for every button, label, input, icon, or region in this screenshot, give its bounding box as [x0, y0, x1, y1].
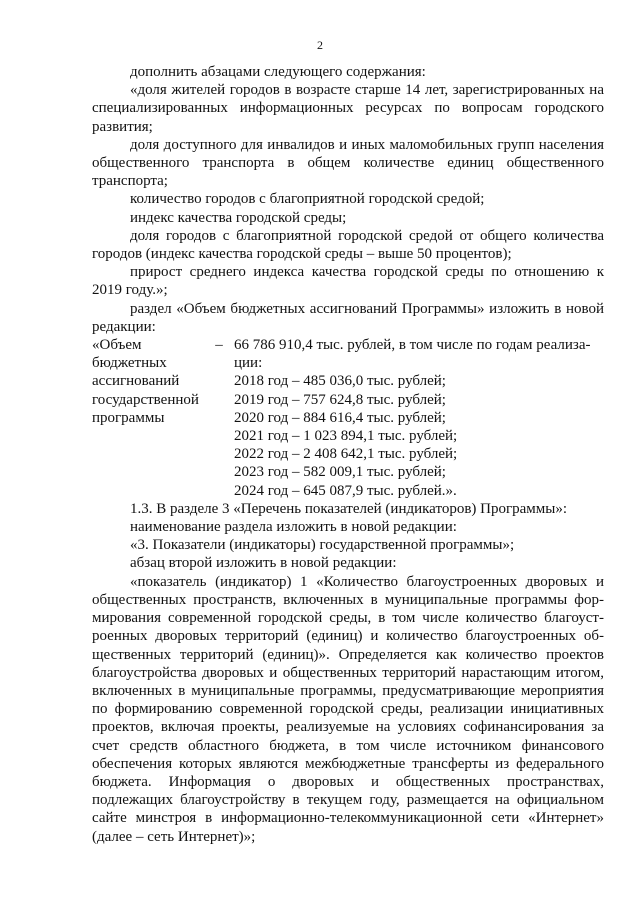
paragraph: индекс качества городской среды;	[130, 209, 347, 226]
paragraph: прирост среднего индекса качества городской среды по отношению к 2019 году.»;	[92, 264, 604, 299]
paragraph: «3. Показатели (индикаторы) государственной программы»;	[130, 537, 515, 554]
budget-year-row: 2021 год – 1 023 894,1 тыс. рублей;	[234, 428, 458, 445]
paragraph: дополнить абзацами следующего содержания:	[130, 64, 426, 80]
budget-label-line: «Объем	[92, 337, 142, 354]
budget-label-line: бюджетных	[92, 355, 167, 372]
budget-label-line: государственной	[92, 391, 199, 408]
paragraph: наименование раздела изложить в новой редакции:	[130, 519, 457, 536]
budget-label-line: ассигнований	[92, 373, 180, 390]
paragraph: раздел «Объем бюджетных ассигнований Программы» изложить в новой редакции:	[92, 300, 604, 335]
paragraph: доля городов с благоприятной городской средой от общего количества городов (индекс качества городской среды – выше 50 процентов);	[92, 227, 604, 263]
document-body	[92, 63, 604, 846]
budget-year-row: 2023 год – 582 009,1 тыс. рублей;	[234, 464, 446, 481]
page-number: 2	[317, 38, 323, 52]
budget-year-row: 2018 год – 485 036,0 тыс. рублей;	[234, 373, 446, 390]
budget-year-row: 2020 год – 884 616,4 тыс. рублей;	[234, 409, 446, 426]
budget-total-continued: ции:	[234, 355, 263, 372]
paragraph: 1.3. В разделе 3 «Перечень показателей (индикаторов) Программы»:	[130, 500, 568, 517]
budget-table	[92, 336, 604, 500]
paragraph: «показатель (индикатор) 1 «Количество благоустроенных дворовых и общественных пространств, включенных в муниципальные программы формирования современной городской среды, в том числе количество благоустроенных дворовых территорий (единиц) и количество благоустроенных общественных территорий (единиц)». Определяется как количество проектов благоустройства дворовых и общественных территорий нарастающим итогом, включенных в муниципальные программы, предусматривающие мероприятия по формированию современной городской среды, реализации инициативных проектов, включая проекты, реализуемые на условиях софинансирования за счет средств областного бюджета, в том числе источником финансового обеспечения которых являются межбюджетные трансферты из федерального бюджета. Информация о дворовых и общественных пространствах, подлежащих благоустройству в текущем году, размещается на официальном сайте минстроя в информационно-телекоммуникационной сети «Интернет» (далее – сеть Интернет)»;	[92, 573, 604, 845]
budget-year-row: 2019 год – 757 624,8 тыс. рублей;	[234, 391, 446, 408]
budget-total: 66 786 910,4 тыс. рублей, в том числе по годам реализа-	[234, 337, 591, 354]
paragraph: «доля жителей городов в возрасте старше 14 лет, зарегистрированных на специализированных информационных ресурсах по вопросам городского развития;	[92, 82, 604, 135]
budget-values	[234, 336, 604, 500]
budget-label	[92, 336, 204, 500]
paragraph: количество городов с благоприятной городской средой;	[130, 191, 485, 208]
budget-year-row: 2024 год – 645 087,9 тыс. рублей.».	[234, 482, 457, 499]
budget-year-row: 2022 год – 2 408 642,1 тыс. рублей;	[234, 446, 458, 463]
paragraph: доля доступного для инвалидов и иных маломобильных групп населения общественного транспорта в общем количестве единиц общественного транспорта;	[92, 136, 604, 190]
paragraph: абзац второй изложить в новой редакции:	[130, 555, 397, 572]
budget-dash: –	[215, 337, 223, 354]
budget-label-line: программы	[92, 409, 165, 426]
